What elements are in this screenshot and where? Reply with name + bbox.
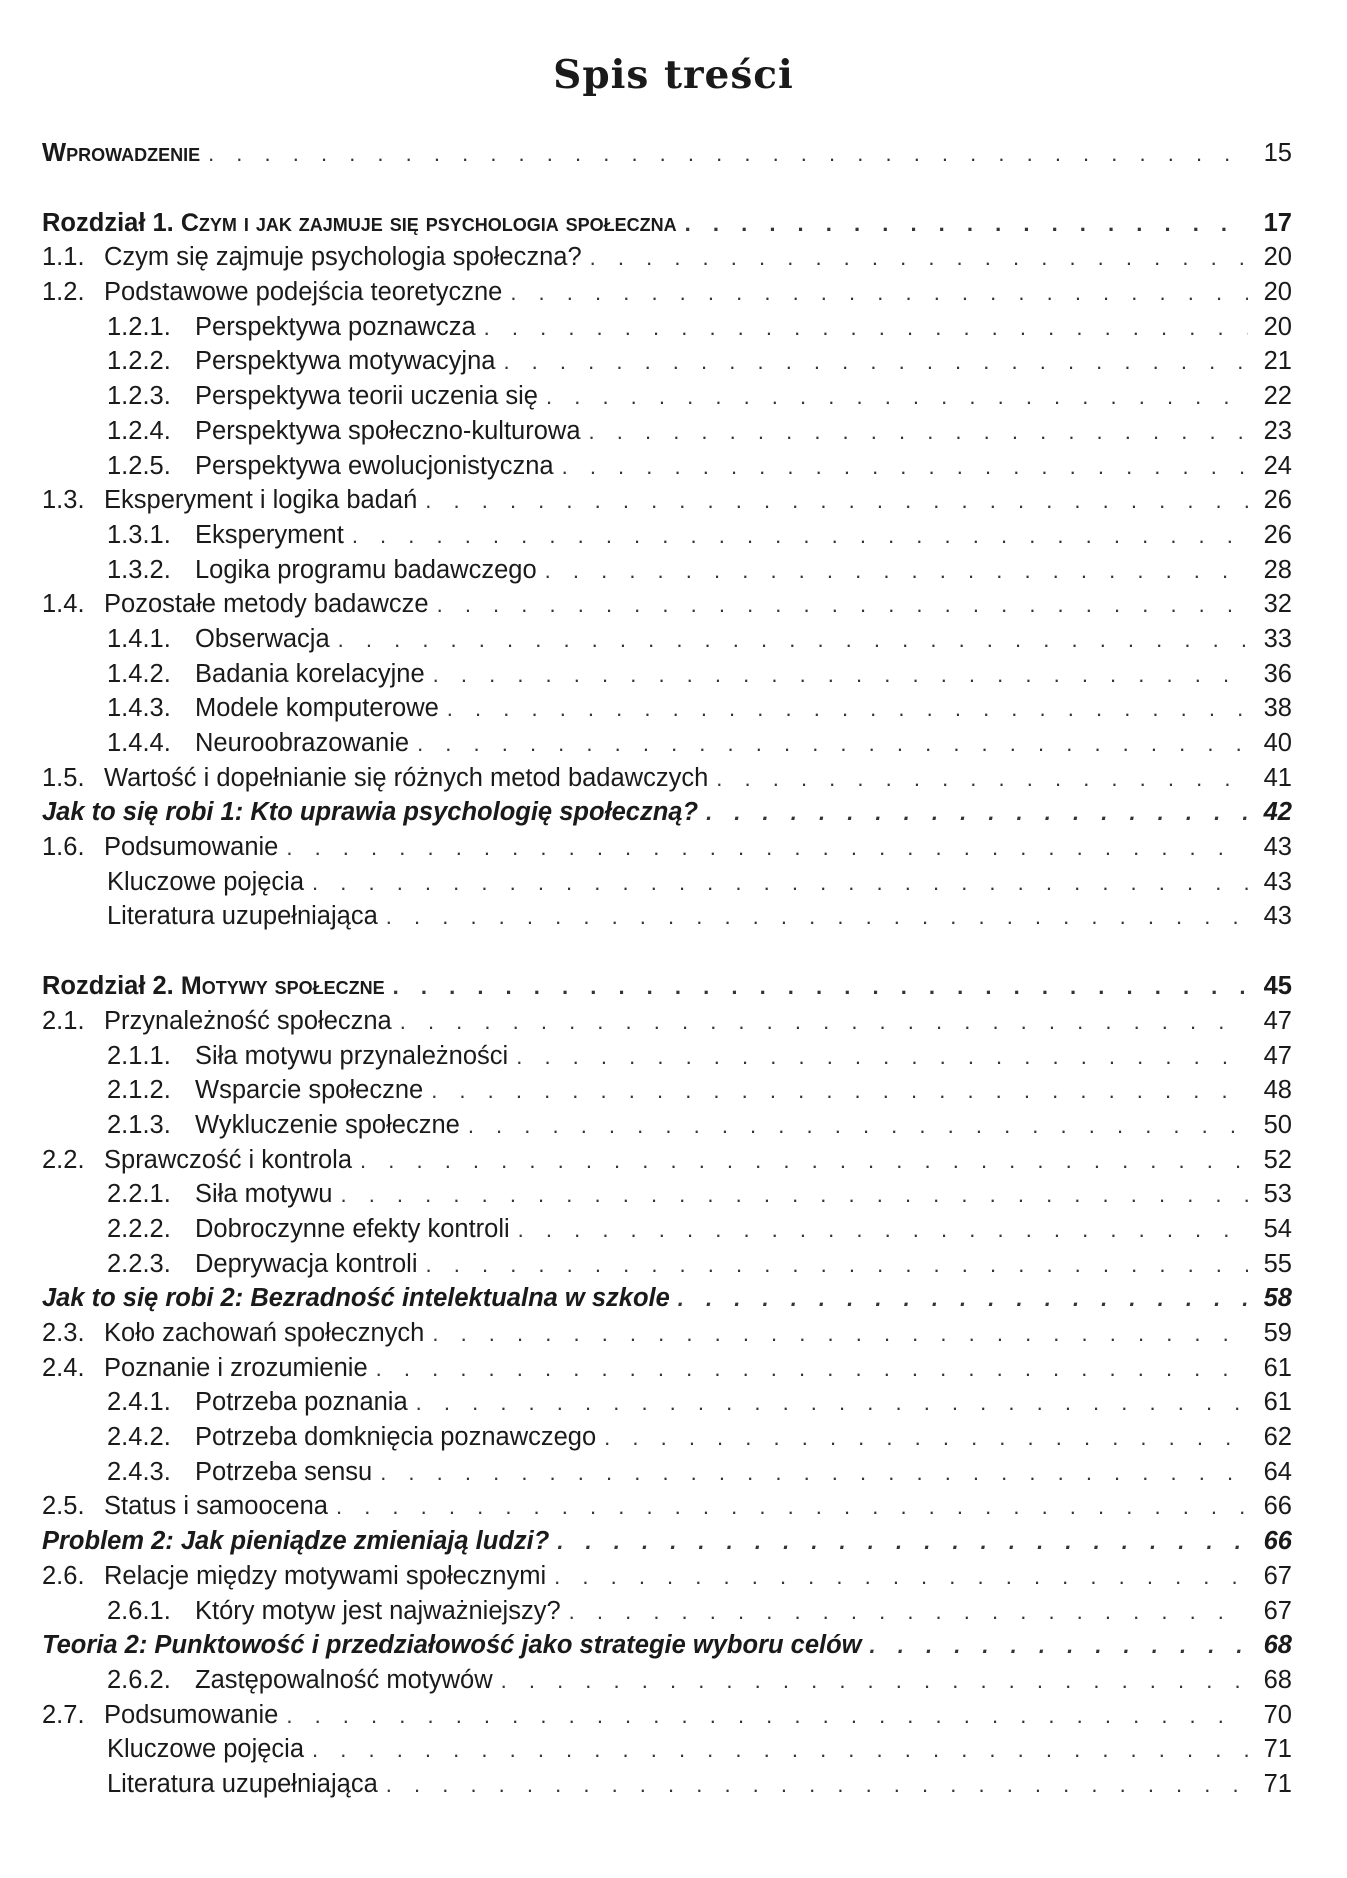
page-number: 42 xyxy=(1263,798,1292,827)
entry-label: Eksperyment xyxy=(195,520,344,549)
chapter-title: Czym i jak zajmuje się psychologia społeczna xyxy=(180,208,677,237)
dot-leader xyxy=(501,1664,1248,1699)
entry-label: Status i samoocena xyxy=(104,1492,328,1521)
toc-entry[interactable] xyxy=(42,1108,1292,1143)
toc-entry[interactable] xyxy=(42,275,1292,310)
dot-leader xyxy=(338,623,1248,658)
dot-leader xyxy=(380,1456,1248,1491)
toc-entry[interactable] xyxy=(42,726,1292,761)
section-number: 1.2.2. xyxy=(107,347,171,376)
toc-entry[interactable] xyxy=(42,1351,1292,1386)
toc-entry-box[interactable] xyxy=(42,795,1292,830)
page-number: 68 xyxy=(1263,1665,1292,1694)
toc-entry[interactable] xyxy=(42,1039,1292,1074)
page-number: 67 xyxy=(1263,1596,1292,1625)
page-number: 59 xyxy=(1263,1319,1292,1347)
dot-leader xyxy=(208,137,1248,172)
toc-entry[interactable] xyxy=(42,449,1292,484)
toc-entry[interactable] xyxy=(42,1073,1292,1108)
dot-leader xyxy=(685,207,1248,242)
section-number: 2.6. xyxy=(42,1561,85,1590)
entry-label: Siła motywu przynależności xyxy=(195,1041,509,1070)
page-number: 48 xyxy=(1263,1076,1292,1105)
page-number: 43 xyxy=(1263,833,1292,862)
page-number: 23 xyxy=(1263,416,1292,445)
toc-entry[interactable] xyxy=(42,1594,1292,1629)
dot-leader xyxy=(433,658,1248,693)
section-number: 1.3.2. xyxy=(107,555,171,584)
dot-leader xyxy=(417,727,1248,762)
page-number: 71 xyxy=(1263,1769,1292,1798)
entry-label: Eksperyment i logika badań xyxy=(104,486,418,515)
entry-label: Przynależność społeczna xyxy=(104,1006,392,1035)
toc-entry[interactable] xyxy=(42,344,1292,379)
page-number: 20 xyxy=(1263,278,1292,307)
section-number: 1.2.3. xyxy=(107,382,171,411)
section-number: 1.3.1. xyxy=(107,520,171,549)
dot-leader xyxy=(870,1629,1248,1664)
section-number: 2.5. xyxy=(42,1492,85,1521)
dot-leader xyxy=(516,1040,1248,1075)
toc-entry[interactable] xyxy=(42,1559,1292,1594)
entry-label: Sprawczość i kontrola xyxy=(104,1145,353,1174)
entry-label: Perspektywa społeczno-kulturowa xyxy=(195,416,581,445)
section-number: 1.5. xyxy=(42,763,85,792)
dot-leader xyxy=(484,311,1248,346)
chapter-heading-2[interactable] xyxy=(42,969,1292,1004)
chapter-title: Motywy społeczne xyxy=(180,972,385,1001)
entry-label: Literatura uzupełniająca xyxy=(107,902,378,931)
dot-leader xyxy=(431,1074,1248,1109)
toc-entry[interactable] xyxy=(42,657,1292,692)
dot-leader xyxy=(557,1525,1248,1560)
toc-entry[interactable] xyxy=(42,1420,1292,1455)
toc-entry-box[interactable] xyxy=(42,1628,1292,1663)
page-number: 70 xyxy=(1263,1700,1292,1729)
toc-entry[interactable] xyxy=(42,691,1292,726)
page-number: 15 xyxy=(1263,139,1292,167)
entry-label: Podstawowe podejścia teoretyczne xyxy=(104,278,503,307)
section-number: 1.6. xyxy=(42,833,85,862)
toc-entry[interactable] xyxy=(42,1455,1292,1490)
section-number: 1.4.3. xyxy=(107,694,171,723)
page-number: 50 xyxy=(1263,1110,1292,1139)
toc-entry[interactable] xyxy=(42,240,1292,275)
page-number: 66 xyxy=(1263,1527,1292,1556)
page-number: 43 xyxy=(1263,902,1292,931)
dot-leader xyxy=(716,762,1248,797)
toc-entry[interactable] xyxy=(42,587,1292,622)
entry-label: Zastępowalność motywów xyxy=(195,1665,493,1694)
page-number: 47 xyxy=(1263,1041,1292,1070)
toc-entry-box[interactable] xyxy=(42,1281,1292,1316)
toc-entry[interactable] xyxy=(42,414,1292,449)
entry-label: Koło zachowań społecznych xyxy=(104,1319,425,1347)
toc-entry[interactable] xyxy=(42,761,1292,796)
entry-label: Deprywacja kontroli xyxy=(195,1249,418,1278)
dot-leader xyxy=(376,1352,1248,1387)
page-number: 47 xyxy=(1263,1006,1292,1035)
dot-leader xyxy=(312,866,1248,901)
page-number: 24 xyxy=(1263,451,1292,480)
page-number: 58 xyxy=(1263,1284,1292,1313)
section-number: 1.2.5. xyxy=(107,451,171,480)
section-number: 2.1. xyxy=(42,1006,85,1035)
dot-leader xyxy=(569,1595,1248,1630)
entry-label: Wsparcie społeczne xyxy=(195,1076,424,1105)
dot-leader xyxy=(352,519,1248,554)
section-number: 2.6.2. xyxy=(107,1665,171,1694)
toc-entry[interactable] xyxy=(42,1212,1292,1247)
entry-label: Podsumowanie xyxy=(104,833,279,862)
page-number: 55 xyxy=(1263,1249,1292,1278)
section-number: 2.1.1. xyxy=(107,1041,171,1070)
dot-leader xyxy=(604,1421,1248,1456)
page-title: Spis treści xyxy=(553,52,794,98)
entry-label: Problem 2: Jak pieniądze zmieniają ludzi? xyxy=(42,1527,550,1556)
entry-label: Wprowadzenie xyxy=(42,139,201,167)
page-number: 33 xyxy=(1263,624,1292,653)
dot-leader xyxy=(545,554,1248,589)
toc-entry[interactable] xyxy=(42,1385,1292,1420)
section-number: 1.3. xyxy=(42,486,85,515)
section-number: 2.3. xyxy=(42,1319,85,1347)
page-number: 62 xyxy=(1263,1423,1292,1452)
page-number: 52 xyxy=(1263,1145,1292,1174)
entry-label: Obserwacja xyxy=(195,624,330,653)
dot-leader xyxy=(503,345,1248,380)
dot-leader xyxy=(447,692,1248,727)
entry-label: Potrzeba domknięcia poznawczego xyxy=(195,1423,597,1452)
dot-leader xyxy=(400,1005,1248,1040)
chapter-heading-1[interactable] xyxy=(42,206,1292,241)
entry-label: Teoria 2: Punktowość i przedziałowość jako strategie wyboru celów xyxy=(42,1631,862,1660)
section-number: 1.1. xyxy=(42,243,85,272)
page-number: 67 xyxy=(1263,1561,1292,1590)
section-number: 2.4. xyxy=(42,1353,85,1382)
toc-entry[interactable] xyxy=(42,899,1292,934)
dot-leader xyxy=(286,831,1248,866)
toc-entry[interactable] xyxy=(42,1247,1292,1282)
toc-entry[interactable] xyxy=(42,518,1292,553)
dot-leader xyxy=(432,1317,1248,1352)
toc-entry[interactable] xyxy=(42,379,1292,414)
page-number: 64 xyxy=(1263,1457,1292,1486)
entry-label: Perspektywa ewolucjonistyczna xyxy=(195,451,554,480)
table-of-contents xyxy=(42,136,1292,1802)
page-number: 21 xyxy=(1263,347,1292,376)
page-number: 43 xyxy=(1263,867,1292,896)
entry-label: Wartość i dopełnianie się różnych metod badawczych xyxy=(104,763,709,792)
dot-leader xyxy=(286,1699,1248,1734)
toc-entry[interactable] xyxy=(42,1663,1292,1698)
toc-entry[interactable] xyxy=(42,1767,1292,1802)
toc-entry[interactable] xyxy=(42,1004,1292,1039)
section-number: 1.4.4. xyxy=(107,729,171,757)
dot-leader xyxy=(312,1733,1248,1768)
section-number: 2.1.2. xyxy=(107,1076,171,1105)
entry-label: Neuroobrazowanie xyxy=(195,729,410,757)
entry-label: Badania korelacyjne xyxy=(195,659,425,688)
page-number: 32 xyxy=(1263,590,1292,619)
entry-label: Kluczowe pojęcia xyxy=(107,1735,305,1764)
entry-label: Literatura uzupełniająca xyxy=(107,1769,378,1798)
entry-label: Logika programu badawczego xyxy=(195,555,537,584)
page-number: 61 xyxy=(1263,1388,1292,1417)
toc-entry-introduction[interactable] xyxy=(42,136,1292,171)
page-number: 20 xyxy=(1263,312,1292,341)
entry-label: Perspektywa teorii uczenia się xyxy=(195,382,538,411)
dot-leader xyxy=(393,970,1248,1005)
entry-label: Czym się zajmuje psychologia społeczna? xyxy=(104,243,582,272)
section-number: 2.4.3. xyxy=(107,1457,171,1486)
entry-label: Siła motywu xyxy=(195,1180,333,1209)
dot-leader xyxy=(437,588,1248,623)
dot-leader xyxy=(340,1178,1248,1213)
dot-leader xyxy=(706,796,1248,831)
page-number: 71 xyxy=(1263,1735,1292,1764)
section-number: 2.7. xyxy=(42,1700,85,1729)
dot-leader xyxy=(518,1213,1248,1248)
toc-entry[interactable] xyxy=(42,865,1292,900)
page-number: 53 xyxy=(1263,1180,1292,1209)
toc-entry[interactable] xyxy=(42,1698,1292,1733)
page-number: 41 xyxy=(1263,763,1292,792)
toc-entry[interactable] xyxy=(42,830,1292,865)
entry-label: Relacje między motywami społecznymi xyxy=(104,1561,547,1590)
dot-leader xyxy=(336,1490,1248,1525)
entry-label: Perspektywa poznawcza xyxy=(195,312,476,341)
toc-entry[interactable] xyxy=(42,553,1292,588)
entry-label: Kluczowe pojęcia xyxy=(107,867,305,896)
section-number: 1.4.2. xyxy=(107,659,171,688)
dot-leader xyxy=(386,1768,1248,1803)
toc-entry[interactable] xyxy=(42,622,1292,657)
entry-label: Potrzeba poznania xyxy=(195,1388,408,1417)
toc-entry[interactable] xyxy=(42,1177,1292,1212)
section-number: 1.4. xyxy=(42,590,85,619)
entry-label: Jak to się robi 1: Kto uprawia psychologię społeczną? xyxy=(42,798,699,827)
dot-leader xyxy=(590,241,1248,276)
page-number: 38 xyxy=(1263,694,1292,723)
section-number: 1.2.1. xyxy=(107,312,171,341)
page-number: 17 xyxy=(1263,208,1292,237)
page-number: 36 xyxy=(1263,659,1292,688)
dot-leader xyxy=(554,1560,1248,1595)
entry-label: Pozostałe metody badawcze xyxy=(104,590,429,619)
toc-entry[interactable] xyxy=(42,1732,1292,1767)
chapter-label: Rozdział 1. xyxy=(42,208,174,237)
section-number: 1.2. xyxy=(42,278,85,307)
dot-leader xyxy=(425,484,1248,519)
section-number: 1.4.1. xyxy=(107,624,171,653)
page-number: 20 xyxy=(1263,243,1292,272)
section-number: 2.2.2. xyxy=(107,1214,171,1243)
section-number: 2.6.1. xyxy=(107,1596,171,1625)
entry-label: Poznanie i zrozumienie xyxy=(104,1353,368,1382)
section-number: 2.2. xyxy=(42,1145,85,1174)
entry-label: Modele komputerowe xyxy=(195,694,439,723)
page-number: 26 xyxy=(1263,486,1292,515)
page-number: 26 xyxy=(1263,520,1292,549)
page-number: 28 xyxy=(1263,555,1292,584)
entry-label: Perspektywa motywacyjna xyxy=(195,347,496,376)
chapter-label: Rozdział 2. xyxy=(42,972,174,1001)
dot-leader xyxy=(416,1386,1248,1421)
toc-entry[interactable] xyxy=(42,1489,1292,1524)
entry-label: Potrzeba sensu xyxy=(195,1457,373,1486)
entry-label: Jak to się robi 2: Bezradność intelektualna w szkole xyxy=(42,1284,670,1313)
section-number: 2.1.3. xyxy=(107,1110,171,1139)
section-number: 2.2.3. xyxy=(107,1249,171,1278)
page-number: 61 xyxy=(1263,1353,1292,1382)
entry-label: Który motyw jest najważniejszy? xyxy=(195,1596,561,1625)
section-number: 2.2.1. xyxy=(107,1180,171,1209)
page-number: 45 xyxy=(1263,972,1292,1001)
entry-label: Wykluczenie społeczne xyxy=(195,1110,460,1139)
page-number: 54 xyxy=(1263,1214,1292,1243)
dot-leader xyxy=(562,450,1248,485)
toc-entry[interactable] xyxy=(42,1143,1292,1178)
section-number: 2.4.2. xyxy=(107,1423,171,1452)
dot-leader xyxy=(546,380,1248,415)
dot-leader xyxy=(468,1109,1248,1144)
dot-leader xyxy=(426,1248,1248,1283)
section-number: 2.4.1. xyxy=(107,1388,171,1417)
page-number: 68 xyxy=(1263,1631,1292,1660)
entry-label: Dobroczynne efekty kontroli xyxy=(195,1214,510,1243)
page-number: 66 xyxy=(1263,1492,1292,1521)
page-number: 22 xyxy=(1263,382,1292,411)
toc-entry[interactable] xyxy=(42,483,1292,518)
dot-leader xyxy=(589,415,1248,450)
dot-leader xyxy=(510,276,1248,311)
page-number: 40 xyxy=(1263,729,1292,757)
toc-entry[interactable] xyxy=(42,310,1292,345)
section-number: 1.2.4. xyxy=(107,416,171,445)
dot-leader xyxy=(678,1282,1248,1317)
entry-label: Podsumowanie xyxy=(104,1700,279,1729)
toc-entry-box[interactable] xyxy=(42,1524,1292,1559)
dot-leader xyxy=(360,1144,1248,1179)
dot-leader xyxy=(386,900,1248,935)
toc-entry[interactable] xyxy=(42,1316,1292,1351)
